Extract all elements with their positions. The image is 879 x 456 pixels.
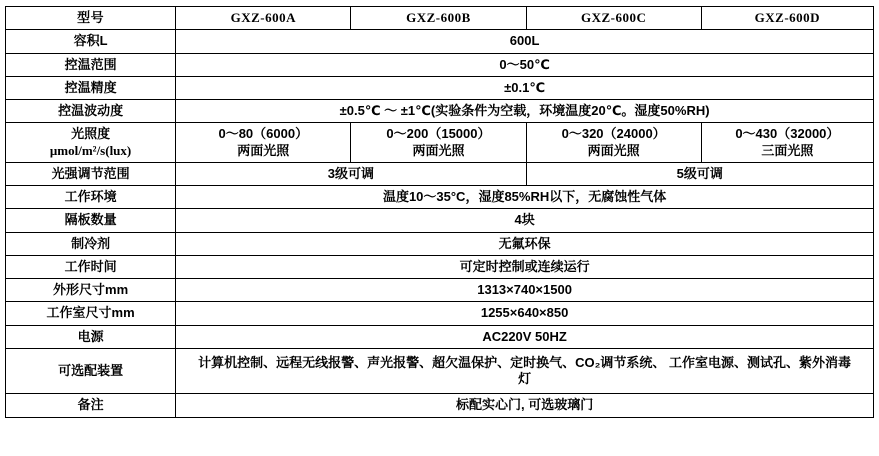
row-value-left: 3级可调: [176, 162, 526, 185]
light-cell-b: [351, 123, 526, 163]
row-value: 计算机控制、远程无线报警、声光报警、超欠温保护、定时换气、CO₂调节系统、 工作室电源、测试孔、紫外消毒灯: [176, 348, 874, 394]
model-cell-d: GXZ-600D: [701, 7, 873, 30]
model-cell-c: GXZ-600C: [526, 7, 701, 30]
table-row: [6, 255, 874, 278]
row-label: 光强调节范围: [6, 162, 176, 185]
row-label: 控温波动度: [6, 100, 176, 123]
row-label: 型号: [6, 7, 176, 30]
light-value: 0～200（15000）: [386, 126, 491, 142]
table-row-light: [6, 123, 874, 163]
table-row: [6, 325, 874, 348]
row-label: 容积L: [6, 30, 176, 53]
light-mode: 三面光照: [761, 142, 814, 158]
light-cell-a: [176, 123, 351, 163]
row-label: 可选配装置: [6, 348, 176, 394]
model-cell-b: GXZ-600B: [351, 7, 526, 30]
row-label: 工作室尺寸mm: [6, 302, 176, 325]
light-mode: 两面光照: [587, 142, 640, 158]
table-row: [6, 209, 874, 232]
table-row: [6, 302, 874, 325]
light-mode: 两面光照: [237, 142, 290, 158]
light-cell-c: [526, 123, 701, 163]
row-value: 无氟环保: [176, 232, 874, 255]
row-value: 可定时控制或连续运行: [176, 255, 874, 278]
row-label-line2: μmol/m²/s(lux): [49, 142, 132, 158]
row-value-right: 5级可调: [526, 162, 873, 185]
table-row: [6, 348, 874, 394]
table-row: [6, 279, 874, 302]
model-cell-a: GXZ-600A: [176, 7, 351, 30]
table-row: [6, 7, 874, 30]
light-mode: 两面光照: [412, 142, 465, 158]
row-value: 温度10～35°C，湿度85%RH以下，无腐蚀性气体: [176, 186, 874, 209]
light-value: 0～80（6000）: [218, 126, 309, 142]
table-row: [6, 76, 874, 99]
row-label: [6, 123, 176, 163]
row-value: 4块: [176, 209, 874, 232]
row-value: ±0.1℃: [176, 76, 874, 99]
row-value: ±0.5℃ ～ ±1℃(实验条件为空载，环境温度20℃。湿度50%RH): [176, 100, 874, 123]
row-value: 0～50℃: [176, 53, 874, 76]
row-label: 隔板数量: [6, 209, 176, 232]
table-row: [6, 100, 874, 123]
row-label-line1: 光照度: [71, 126, 111, 142]
row-value: 1255×640×850: [176, 302, 874, 325]
table-row: [6, 162, 874, 185]
row-value: AC220V 50HZ: [176, 325, 874, 348]
table-row: [6, 53, 874, 76]
light-value: 0～320（24000）: [561, 126, 666, 142]
table-row: [6, 186, 874, 209]
row-label: 工作时间: [6, 255, 176, 278]
row-label: 控温精度: [6, 76, 176, 99]
table-row: [6, 394, 874, 417]
table-row: [6, 232, 874, 255]
row-label: 工作环境: [6, 186, 176, 209]
light-value: 0～430（32000）: [735, 126, 840, 142]
row-label: 制冷剂: [6, 232, 176, 255]
row-label: 控温范围: [6, 53, 176, 76]
row-value: 标配实心门, 可选玻璃门: [176, 394, 874, 417]
light-cell-d: [701, 123, 873, 163]
row-label: 备注: [6, 394, 176, 417]
specification-table: [5, 6, 874, 418]
table-row: [6, 30, 874, 53]
row-label: 外形尺寸mm: [6, 279, 176, 302]
row-label: 电源: [6, 325, 176, 348]
row-value: 1313×740×1500: [176, 279, 874, 302]
row-value: 600L: [176, 30, 874, 53]
